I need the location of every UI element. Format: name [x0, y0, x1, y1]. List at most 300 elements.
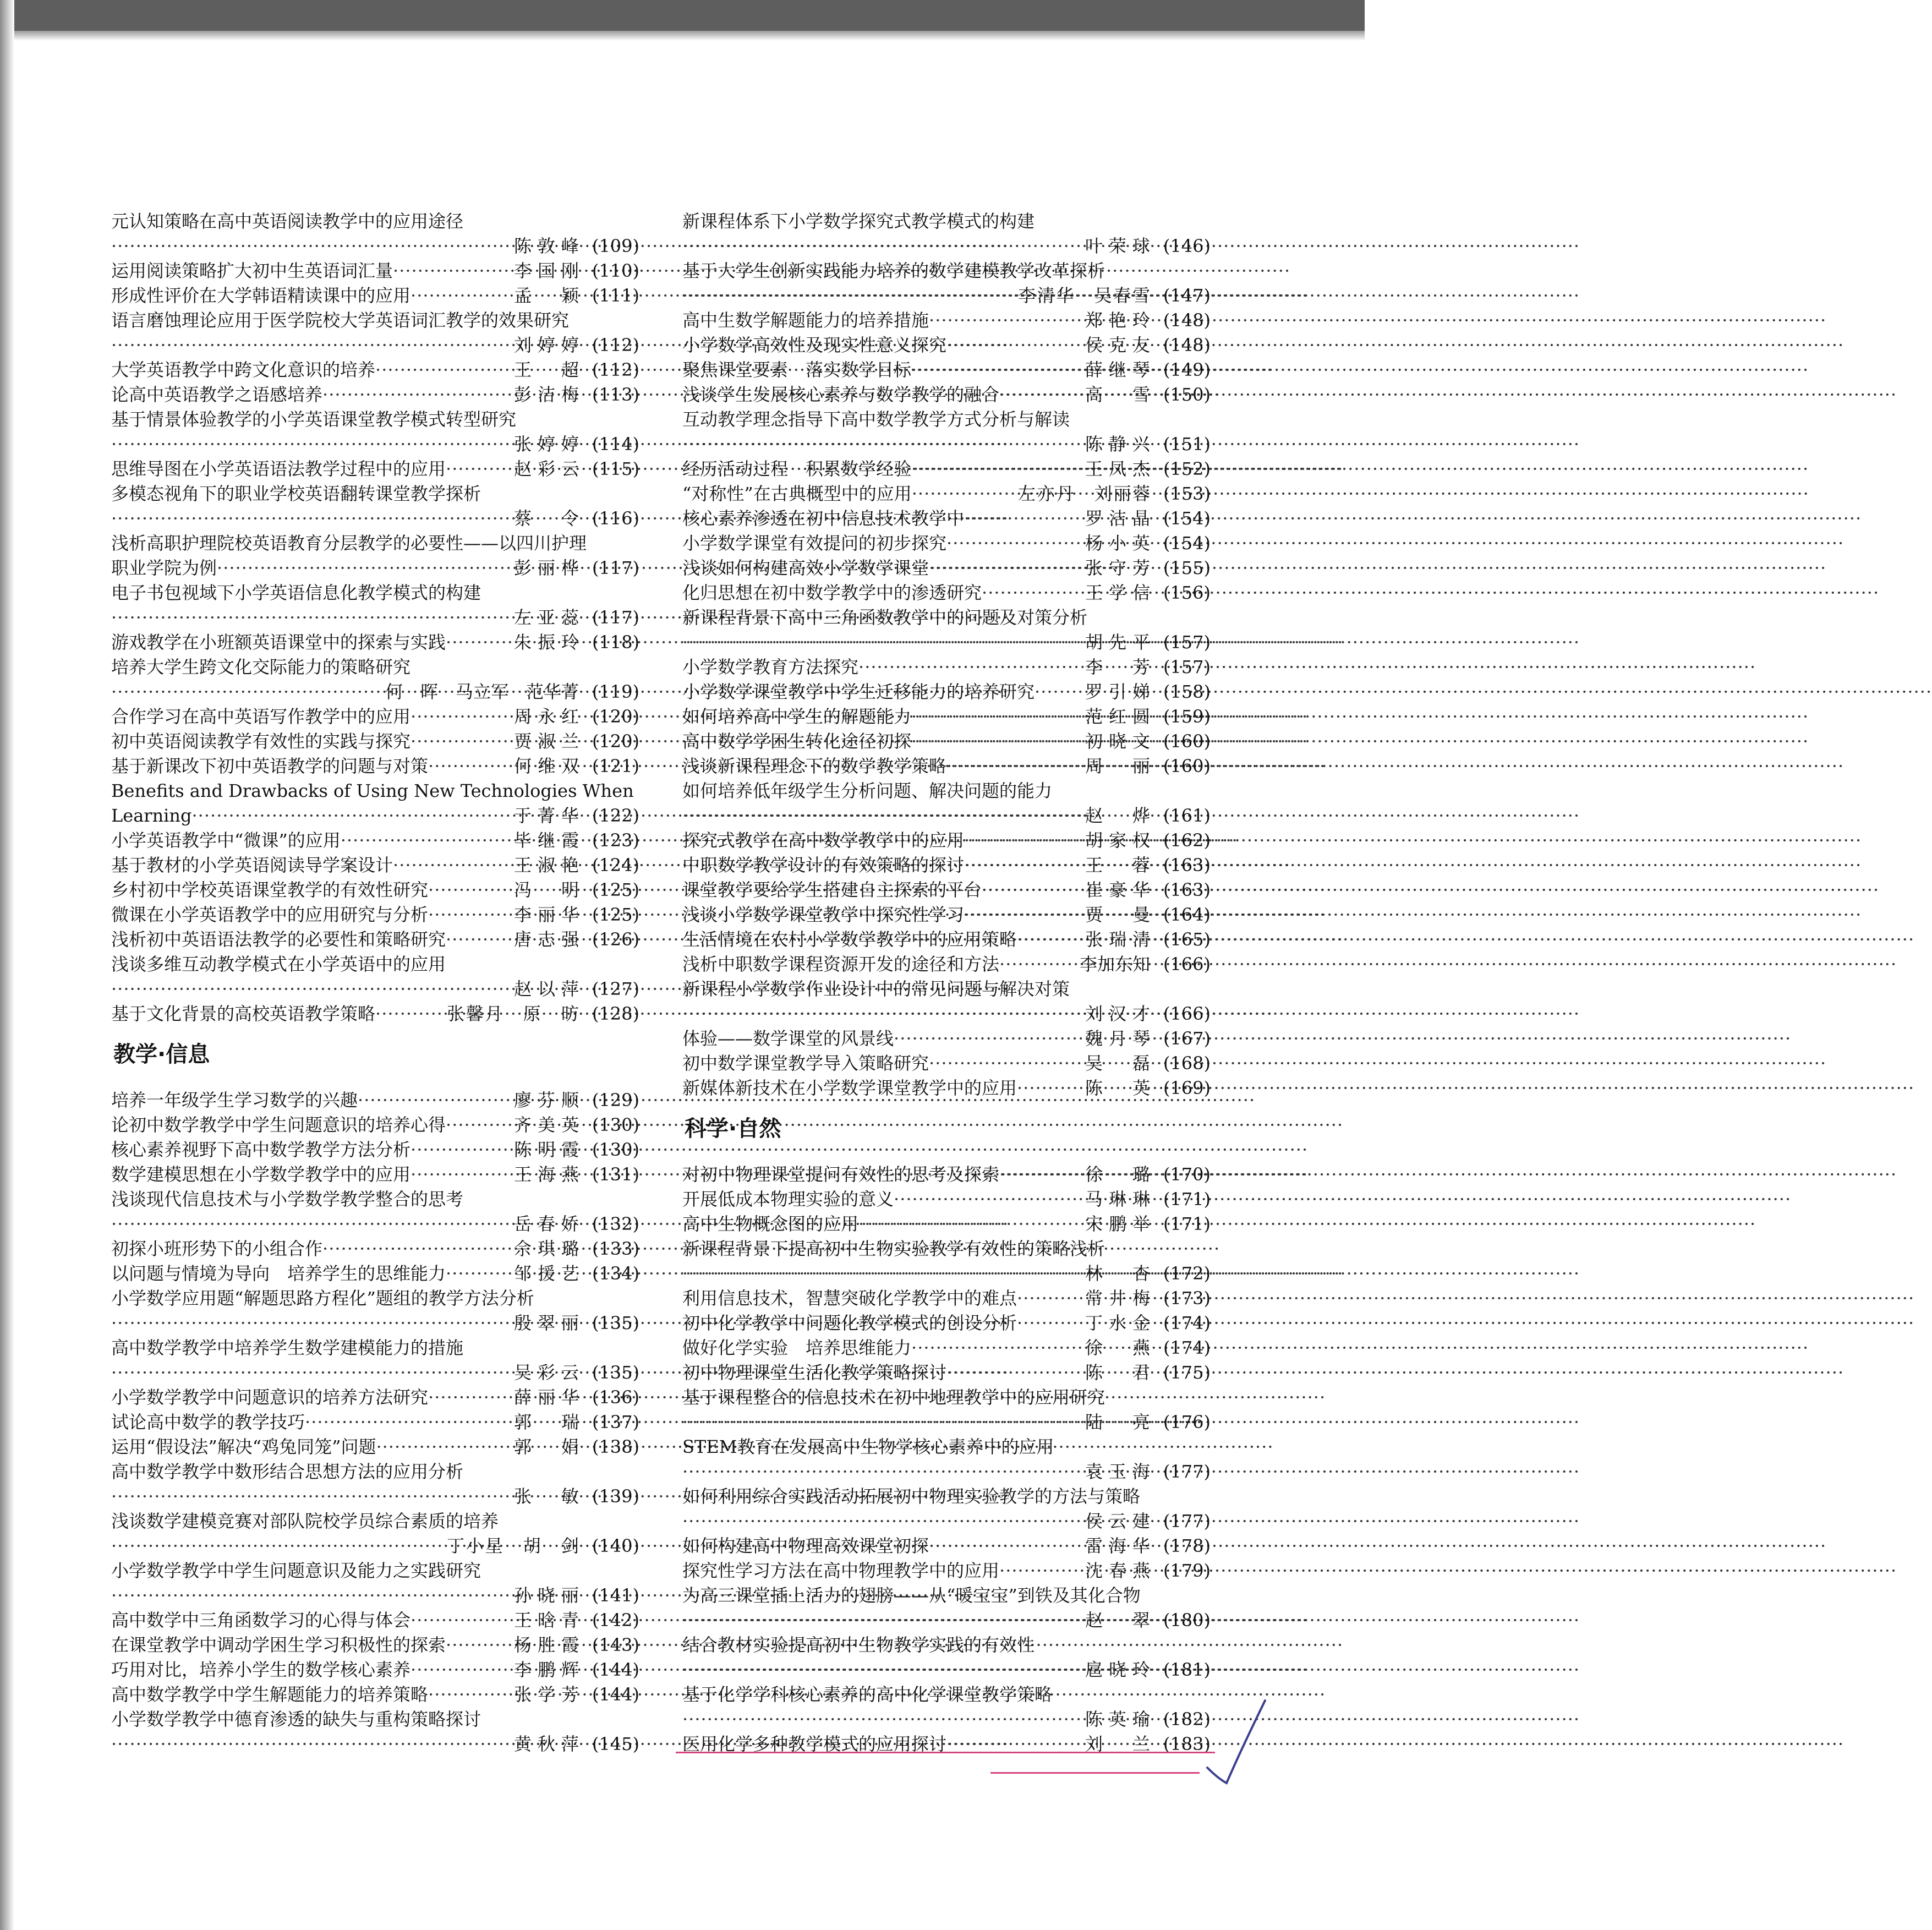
leader-dots — [111, 506, 511, 531]
entry-title: 探究性学习方法在高中物理教学中的应用 — [682, 1560, 1000, 1581]
entry-author: 贾 曼 — [1085, 904, 1150, 925]
entry-author: 王 超 — [514, 359, 579, 380]
entry-page: (118) — [592, 632, 639, 653]
entry-page: (131) — [592, 1164, 639, 1185]
entry-author: 蔡 令 — [514, 508, 579, 529]
entry-title: 小学数学应用题“解题思路方程化”题组的教学方法分析 — [111, 1288, 534, 1309]
entry-title: 浅谈现代信息技术与小学数学教学整合的思考 — [111, 1189, 464, 1210]
toc-entry[interactable] — [682, 828, 1211, 853]
entry-author: 张守芳 — [1085, 557, 1150, 578]
leader-dots — [393, 853, 511, 878]
leader-dots — [111, 1583, 511, 1608]
toc-entry[interactable] — [111, 927, 639, 952]
entry-author: 胡先平 — [1085, 632, 1150, 653]
toc-entry[interactable] — [682, 655, 1211, 680]
entry-title: 浅析初中英语语法教学的必要性和策略研究 — [111, 929, 446, 950]
entry-title: 培养大学生跨文化交际能力的策略研究 — [111, 657, 411, 677]
toc-entry[interactable] — [682, 1026, 1211, 1051]
leader-dots — [375, 1002, 444, 1026]
entry-page: (163) — [1163, 855, 1211, 876]
leader-dots — [305, 1410, 511, 1435]
entry-title: 高中数学学困生转化途径初探 — [682, 731, 912, 752]
entry-page: (117) — [592, 607, 639, 628]
entry-author: 赵彩云 — [514, 458, 579, 479]
toc-entry[interactable] — [682, 1682, 1211, 1732]
entry-title: 基于大学生创新实践能力培养的数学建模教学改革探析 — [682, 260, 1105, 281]
entry-title: 高中数学教学中培养学生数学建模能力的措施 — [111, 1337, 464, 1358]
toc-entry[interactable] — [682, 1534, 1211, 1559]
toc-entry[interactable] — [682, 680, 1211, 704]
entry-author: 刘汉才 — [1085, 1003, 1150, 1024]
toc-entry[interactable] — [111, 1002, 639, 1026]
leader-dots — [999, 1162, 1082, 1187]
entry-page: (158) — [1163, 681, 1211, 702]
entry-page: (167) — [1163, 1028, 1211, 1049]
toc-entry[interactable] — [682, 1187, 1211, 1212]
entry-page: (139) — [592, 1486, 639, 1507]
leader-dots — [192, 803, 511, 828]
entry-title: 以问题与情境为导向 培养学生的思维能力 — [111, 1263, 446, 1284]
entry-title: 巧用对比，培养小学生的数学核心素养 — [111, 1659, 411, 1680]
toc-entry[interactable] — [682, 1559, 1211, 1583]
toc-entry[interactable] — [111, 779, 639, 828]
entry-author: 刘婷婷 — [514, 335, 579, 356]
entry-author: 李丽华 — [514, 904, 579, 925]
entry-title: 核心素养视野下高中数学教学方法分析 — [111, 1139, 411, 1160]
entry-page: (124) — [592, 855, 639, 876]
toc-entry[interactable] — [682, 853, 1211, 878]
toc-entry[interactable] — [682, 704, 1211, 729]
entry-author: 王淑艳 — [514, 855, 579, 876]
toc-entry[interactable] — [111, 828, 639, 853]
toc-entry[interactable] — [682, 556, 1211, 581]
toc-entry[interactable] — [682, 903, 1211, 927]
entry-author: 李 芳 — [1085, 657, 1150, 677]
entry-title: 论高中英语教学之语感培养 — [111, 384, 323, 405]
toc-entry[interactable] — [682, 382, 1211, 407]
entry-title: 多模态视角下的职业学校英语翻转课堂教学探析 — [111, 483, 481, 504]
entry-title: 新课程背景下高中三角函数教学中的问题及对策分析 — [682, 607, 1088, 628]
toc-entry[interactable] — [682, 308, 1211, 333]
entry-author: 朱振玲 — [514, 632, 579, 653]
toc-entry[interactable] — [682, 1311, 1211, 1336]
toc-entry[interactable] — [682, 1484, 1211, 1534]
leader-dots — [982, 878, 1082, 903]
toc-entry[interactable] — [111, 358, 639, 382]
leader-dots — [929, 1051, 1082, 1076]
toc-entry[interactable] — [682, 407, 1211, 457]
entry-title: 聚焦课堂要素 落实数学目标 — [682, 359, 912, 380]
entry-page: (148) — [1163, 335, 1211, 356]
entry-page: (145) — [592, 1734, 639, 1754]
toc-entry[interactable] — [682, 1286, 1211, 1311]
toc-entry[interactable] — [682, 1360, 1211, 1385]
entry-author: 张瑞清 — [1085, 929, 1150, 950]
toc-entry[interactable] — [111, 581, 639, 630]
leader-dots — [376, 1435, 511, 1459]
entry-page: (116) — [592, 508, 639, 529]
toc-group-english — [111, 209, 639, 1026]
toc-entry[interactable] — [682, 779, 1211, 828]
leader-dots — [111, 1484, 511, 1509]
entry-page: (144) — [592, 1659, 639, 1680]
pen-underline-mark — [676, 1752, 1215, 1753]
toc-entry[interactable] — [111, 1559, 639, 1608]
entry-title: 小学数学教学中德育渗透的缺失与重构策略探讨 — [111, 1709, 481, 1730]
toc-entry[interactable] — [111, 1113, 639, 1138]
toc-entry[interactable] — [682, 952, 1211, 977]
toc-entry[interactable] — [111, 209, 639, 259]
leader-dots — [946, 333, 1082, 358]
entry-title: 基于教材的小学英语阅读导学案设计 — [111, 855, 393, 876]
leader-dots — [322, 382, 511, 407]
toc-entry[interactable] — [111, 531, 639, 581]
toc-entry[interactable] — [111, 903, 639, 927]
entry-author: 毕继霞 — [514, 830, 579, 851]
toc-entry[interactable] — [682, 1212, 1211, 1237]
toc-entry[interactable] — [111, 1162, 639, 1187]
toc-entry[interactable] — [682, 977, 1211, 1026]
toc-group-info — [111, 1088, 639, 1757]
entry-page: (127) — [592, 978, 639, 999]
leader-dots — [111, 680, 382, 704]
entry-author: 彭丽桦 — [514, 557, 579, 578]
toc-entry[interactable] — [111, 1459, 639, 1509]
entry-title: STEM教育在发展高中生物学核心素养中的应用 — [682, 1436, 1054, 1457]
entry-author: 王凤杰 — [1085, 458, 1150, 479]
entry-page: (120) — [592, 731, 639, 752]
leader-dots — [111, 1534, 444, 1559]
entry-author: 罗洁晶 — [1085, 508, 1150, 529]
entry-page: (141) — [592, 1585, 639, 1606]
leader-dots — [682, 1658, 1082, 1682]
toc-entry[interactable] — [682, 1051, 1211, 1076]
entry-title: 初中英语阅读教学有效性的实践与探究 — [111, 731, 411, 752]
toc-entry[interactable] — [682, 1385, 1211, 1435]
toc-entry[interactable] — [682, 457, 1211, 482]
entry-author: 雷海华 — [1085, 1535, 1150, 1556]
leader-dots — [411, 1608, 511, 1633]
entry-title: 利用信息技术，智慧突破化学教学中的难点 — [682, 1288, 1017, 1309]
entry-page: (125) — [592, 904, 639, 925]
leader-dots — [446, 1261, 511, 1286]
entry-author: 邹援艺 — [514, 1263, 579, 1284]
entry-author: 丁小星 胡 剑 — [447, 1535, 579, 1556]
entry-title: 基于课程整合的信息技术在初中地理教学中的应用研究 — [682, 1387, 1105, 1408]
toc-entry[interactable] — [111, 1336, 639, 1385]
toc-entry[interactable] — [682, 1583, 1211, 1633]
entry-author: 何 晖 马立军 范华菁 — [385, 681, 579, 702]
entry-author: 叶荣球 — [1085, 236, 1150, 256]
entry-title: 新媒体新技术在小学数学课堂教学中的应用 — [682, 1078, 1017, 1098]
leader-dots — [1017, 1076, 1082, 1101]
toc-entry[interactable] — [682, 878, 1211, 903]
entry-author: 初晓文 — [1085, 731, 1150, 752]
leader-dots — [982, 581, 1082, 605]
entry-page: (166) — [1163, 1003, 1211, 1024]
entry-author: 赵 烨 — [1085, 805, 1150, 826]
toc-entry[interactable] — [111, 482, 639, 531]
toc-entry[interactable] — [111, 878, 639, 903]
toc-entry[interactable] — [111, 259, 639, 283]
toc-entry[interactable] — [682, 259, 1211, 308]
entry-title: 对初中物理课堂提问有效性的思考及探索 — [682, 1164, 1000, 1185]
entry-title: 试论高中数学的教学技巧 — [111, 1412, 305, 1433]
entry-author: 彭洁梅 — [514, 384, 579, 405]
toc-entry[interactable] — [682, 333, 1211, 358]
entry-page: (177) — [1163, 1461, 1211, 1482]
entry-page: (121) — [592, 756, 639, 777]
entry-title: 课堂教学要给学生搭建自主探索的平台 — [682, 879, 982, 900]
toc-entry[interactable] — [111, 1088, 639, 1113]
leader-dots — [682, 283, 1015, 308]
leader-dots — [446, 457, 511, 482]
toc-entry[interactable] — [682, 506, 1211, 531]
entry-author: 王晗青 — [514, 1610, 579, 1631]
entry-author: 佘琪璐 — [514, 1238, 579, 1259]
entry-title: 小学数学高效性及现实性意义探究 — [682, 335, 947, 356]
entry-author: 张婷婷 — [514, 434, 579, 455]
entry-title: 为高三课堂插上活力的翅膀——从“暖宝宝”到铁及其化合物 — [682, 1585, 1141, 1606]
section-heading-science: 科学·自然 — [685, 1116, 781, 1141]
entry-title: 电子书包视域下小学英语信息化教学模式的构建 — [111, 582, 481, 603]
entry-title: 小学数学课堂有效提问的初步探究 — [682, 533, 947, 554]
entry-page: (130) — [592, 1139, 639, 1160]
entry-page: (175) — [1163, 1362, 1211, 1383]
entry-page: (150) — [1163, 384, 1211, 405]
entry-title: 大学英语教学中跨文化意识的培养 — [111, 359, 376, 380]
entry-author: 罗引娣 — [1085, 681, 1150, 702]
toc-entry[interactable] — [111, 655, 639, 704]
leader-dots — [411, 283, 511, 308]
entry-page: (161) — [1163, 805, 1211, 826]
entry-author: 胡家权 — [1085, 830, 1150, 851]
toc-entry[interactable] — [682, 605, 1211, 655]
leader-dots — [964, 903, 1082, 927]
toc-entry[interactable] — [111, 1509, 639, 1559]
leader-dots — [929, 1534, 1082, 1559]
entry-page: (143) — [592, 1634, 639, 1655]
leader-dots — [858, 1212, 1082, 1237]
toc-entry[interactable] — [111, 729, 639, 754]
entry-page: (164) — [1163, 904, 1211, 925]
entry-author: 左亦丹 刘丽蓉 — [1018, 483, 1150, 504]
entry-author: 魏月琴 — [1085, 1028, 1150, 1049]
leader-dots — [964, 506, 1082, 531]
toc-entry[interactable] — [111, 1187, 639, 1237]
entry-page: (172) — [1163, 1263, 1211, 1284]
entry-author: 郭 娟 — [514, 1436, 579, 1457]
toc-entry[interactable] — [682, 358, 1211, 382]
toc-entry[interactable] — [111, 283, 639, 308]
entry-author: 左亚蕊 — [514, 607, 579, 628]
entry-title: 浅谈小学数学课堂教学中探究性学习 — [682, 904, 965, 925]
toc-entry[interactable] — [111, 1385, 639, 1410]
entry-page: (110) — [592, 260, 639, 281]
toc-entry[interactable] — [682, 927, 1211, 952]
toc-entry[interactable] — [111, 1286, 639, 1336]
entry-title: Benefits and Drawbacks of Using New Technologies When — [111, 780, 634, 801]
toc-column-left — [111, 209, 639, 1757]
leader-dots — [393, 259, 511, 283]
entry-author: 周 丽 — [1085, 756, 1150, 777]
toc-entry[interactable] — [682, 754, 1211, 779]
entry-title: 做好化学实验 培养思维能力 — [682, 1337, 912, 1358]
toc-entry[interactable] — [111, 1138, 639, 1162]
leader-dots — [964, 828, 1082, 853]
pen-check-mark-icon — [1202, 1696, 1268, 1784]
entry-author: 王学信 — [1085, 582, 1150, 603]
toc-entry[interactable] — [111, 1237, 639, 1261]
toc-entry[interactable] — [111, 1435, 639, 1459]
toc-entry[interactable] — [682, 482, 1211, 506]
leader-dots — [682, 1608, 1082, 1633]
toc-column-right — [682, 209, 1211, 1757]
leader-dots — [682, 1410, 1082, 1435]
leader-dots — [682, 630, 1082, 655]
leader-dots — [411, 1658, 511, 1682]
entry-author: 陈 英 — [1085, 1078, 1150, 1098]
toc-entry[interactable] — [111, 407, 639, 457]
toc-entry[interactable] — [111, 382, 639, 407]
leader-dots — [858, 655, 1082, 680]
entry-author: 廖芬顺 — [514, 1090, 579, 1111]
toc-entry[interactable] — [682, 531, 1211, 556]
toc-entry[interactable] — [111, 1608, 639, 1633]
toc-entry[interactable] — [111, 308, 639, 358]
leader-dots — [946, 531, 1082, 556]
entry-page: (179) — [1163, 1560, 1211, 1581]
toc-entry[interactable] — [111, 457, 639, 482]
toc-entry[interactable] — [682, 1237, 1211, 1286]
entry-author: 扈晓玲 — [1085, 1659, 1150, 1680]
entry-page: (165) — [1163, 929, 1211, 950]
entry-page: (169) — [1163, 1078, 1211, 1098]
entry-page: (149) — [1163, 359, 1211, 380]
leader-dots — [682, 1509, 1082, 1534]
toc-entry[interactable] — [111, 1633, 639, 1658]
toc-entry[interactable] — [682, 1076, 1211, 1101]
entry-page: (117) — [592, 557, 639, 578]
entry-author: 薛丽华 — [514, 1387, 579, 1408]
leader-dots — [111, 234, 511, 259]
entry-page: (178) — [1163, 1535, 1211, 1556]
entry-page: (176) — [1163, 1412, 1211, 1433]
entry-author: 张馨月 原 昉 — [447, 1003, 579, 1024]
entry-title: 化归思想在初中数学教学中的渗透研究 — [682, 582, 982, 603]
entry-page: (160) — [1163, 756, 1211, 777]
leader-dots — [946, 1360, 1082, 1385]
entry-title: 如何培养高中学生的解题能力 — [682, 706, 912, 727]
toc-entry[interactable] — [111, 952, 639, 1002]
toc-entry[interactable] — [682, 1633, 1211, 1682]
entry-title: 高中数学中三角函数学习的心得与体会 — [111, 1610, 411, 1631]
entry-title-cont: Learning — [111, 805, 192, 826]
entry-author: 沈春燕 — [1085, 1560, 1150, 1581]
toc-entry[interactable] — [111, 1707, 639, 1757]
leader-dots — [911, 358, 1082, 382]
entry-page: (180) — [1163, 1610, 1211, 1631]
leader-dots — [682, 1459, 1082, 1484]
entry-author: 于菁华 — [514, 805, 579, 826]
entry-page: (138) — [592, 1436, 639, 1457]
toc-entry[interactable] — [111, 1410, 639, 1435]
toc-entry[interactable] — [111, 630, 639, 655]
toc-entry[interactable] — [111, 1658, 639, 1682]
entry-author: 陈敦峰 — [514, 236, 579, 256]
leader-dots — [428, 1385, 511, 1410]
entry-title: 小学数学教育方法探究 — [682, 657, 859, 677]
leader-dots — [911, 1336, 1082, 1360]
pen-underline-mark-2 — [990, 1772, 1200, 1774]
toc-entry[interactable] — [682, 1336, 1211, 1360]
entry-title: 核心素养渗透在初中信息技术教学中 — [682, 508, 965, 529]
toc-entry[interactable] — [111, 704, 639, 729]
entry-page: (146) — [1163, 236, 1211, 256]
entry-author: 林 杏 — [1085, 1263, 1150, 1284]
toc-entry[interactable] — [682, 1162, 1211, 1187]
entry-author: 殷翠丽 — [514, 1313, 579, 1333]
entry-page: (156) — [1163, 582, 1211, 603]
entry-author: 张学芳 — [514, 1684, 579, 1705]
leader-dots — [682, 803, 1082, 828]
entry-title: 经历活动过程 积累数学经验 — [682, 458, 912, 479]
entry-page: (157) — [1163, 657, 1211, 677]
entry-page: (119) — [592, 681, 639, 702]
entry-author: 吴 磊 — [1085, 1053, 1150, 1074]
toc-entry[interactable] — [682, 1435, 1211, 1484]
entry-title: 如何培养低年级学生分析问题、解决问题的能力 — [682, 780, 1053, 801]
scan-left-shadow — [0, 0, 14, 1930]
entry-page: (154) — [1163, 508, 1211, 529]
entry-author: 宋鹏举 — [1085, 1213, 1150, 1234]
leader-dots — [1017, 1286, 1082, 1311]
entry-page: (183) — [1163, 1734, 1211, 1754]
entry-title: 浅析中职数学课程资源开发的途径和方法 — [682, 954, 1000, 975]
entry-author: 崔豪华 — [1085, 879, 1150, 900]
leader-dots — [111, 977, 511, 1002]
toc-entry[interactable] — [111, 1682, 639, 1707]
toc-group-science — [682, 1162, 1211, 1757]
toc-entry[interactable] — [682, 209, 1211, 259]
entry-title: 高中生物概念图的应用 — [682, 1213, 859, 1234]
leader-dots — [946, 754, 1082, 779]
toc-entry[interactable] — [682, 581, 1211, 605]
entry-page: (112) — [592, 359, 639, 380]
entry-page: (109) — [592, 236, 639, 256]
entry-page: (152) — [1163, 458, 1211, 479]
toc-entry[interactable] — [682, 729, 1211, 754]
toc-entry[interactable] — [111, 853, 639, 878]
entry-author: 薛继琴 — [1085, 359, 1150, 380]
entry-title: 初中化学教学中问题化教学模式的创设分析 — [682, 1313, 1017, 1333]
entry-title: 在课堂教学中调动学困生学习积极性的探索 — [111, 1634, 446, 1655]
leader-dots — [411, 1138, 511, 1162]
toc-entry[interactable] — [111, 754, 639, 779]
leader-dots — [428, 1682, 511, 1707]
toc-entry[interactable] — [111, 1261, 639, 1286]
entry-title: 新课程小学数学作业设计中的常见问题与解决对策 — [682, 978, 1070, 999]
entry-author: 侯云建 — [1085, 1511, 1150, 1532]
leader-dots — [111, 1732, 511, 1757]
entry-title: 初中数学课堂教学导入策略研究 — [682, 1053, 929, 1074]
entry-author: 杨胜霞 — [514, 1634, 579, 1655]
entry-title: 浅谈学生发展核心素养与数学教学的融合 — [682, 384, 1000, 405]
entry-page: (126) — [592, 929, 639, 950]
entry-page: (171) — [1163, 1213, 1211, 1234]
entry-title: “对称性”在古典概型中的应用 — [682, 483, 912, 504]
entry-page: (159) — [1163, 706, 1211, 727]
